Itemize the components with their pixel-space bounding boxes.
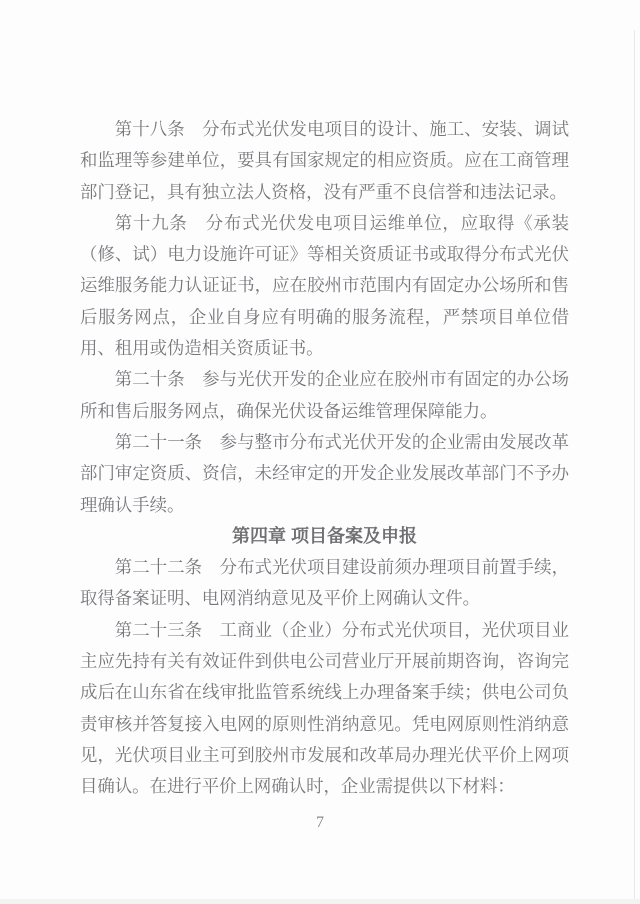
paragraph-article-19: 第十九条 分布式光伏发电项目运维单位，应取得《承装（修、试）电力设施许可证》等相关资质证书或取得分布式光伏运维服务能力认证证书，应在胶州市范围内有固定办公场所和售后服务网点，企业自身应有明确的服务流程，严禁项目单位借用、租用或伪造相关资质证书。 [80,212,569,359]
chapter-heading: 第四章 项目备案及申报 [232,525,417,546]
paragraph-article-21: 第二十一条 参与整市分布式光伏开发的企业需由发展改革部门审定资质、资信，未经审定的开发企业发展改革部门不予办理确认手续。 [80,431,569,515]
paragraph-article-23: 第二十三条 工商业（企业）分布式光伏项目，光伏项目业主应先持有关有效证件到供电公司营业厅开展前期咨询，咨询完成后在山东省在线审批监管系统线上办理备案手续；供电公司负责审核并答复接入电网的原则性消纳意见。凭电网原则性消纳意见，光伏项目业主可到胶州市发展和改革局办理光伏平价上网项目确认。在进行平价上网确认时，企业需提供以下材料： [80,619,569,797]
document-body [80,114,569,803]
paragraph-article-20: 第二十条 参与光伏开发的企业应在胶州市有固定的办公场所和售后服务网点，确保光伏设备运维管理保障能力。 [80,369,569,421]
paragraph-article-22: 第二十二条 分布式光伏项目建设前须办理项目前置手续，取得备案证明、电网消纳意见及平价上网确认文件。 [80,557,569,609]
scan-edge-bottom-artifact [0,899,640,904]
scan-edge-right-artifact [634,30,635,904]
paragraph-article-18: 第十八条 分布式光伏发电项目的设计、施工、安装、调试和监理等参建单位，要具有国家规定的相应资质。应在工商管理部门登记，具有独立法人资格，没有严重不良信誉和违法记录。 [80,119,569,202]
page-number: 7 [316,814,324,831]
